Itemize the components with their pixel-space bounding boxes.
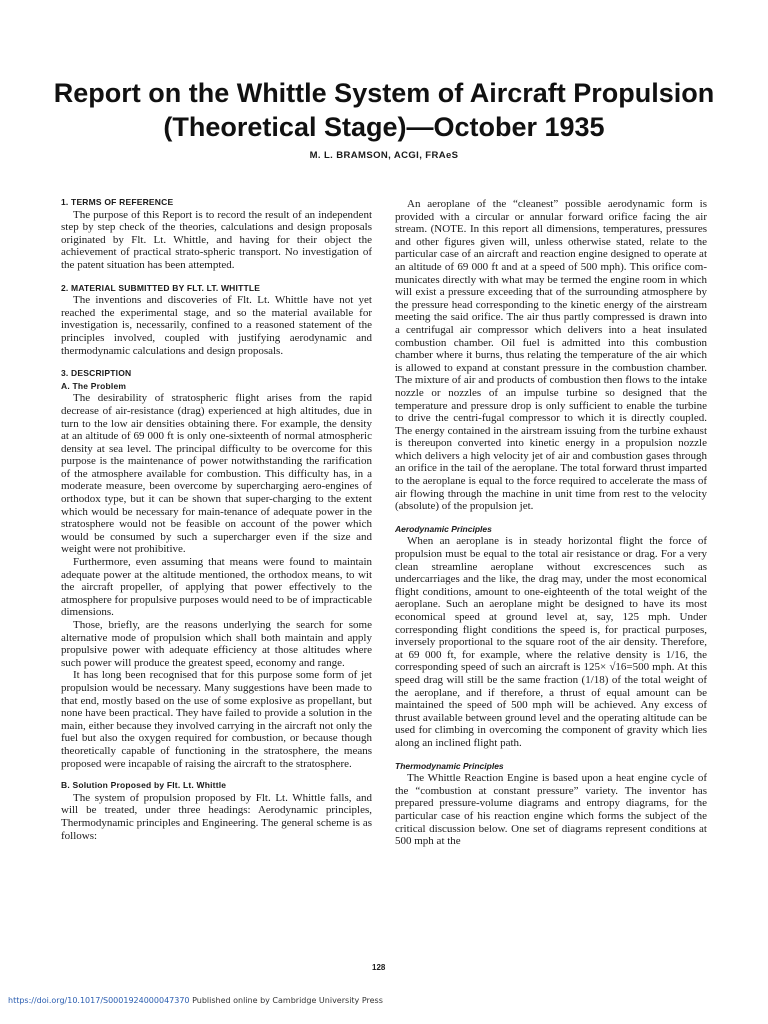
section-heading-description: 3. DESCRIPTION — [61, 368, 132, 379]
left-column — [61, 196, 372, 964]
section-heading-terms: 1. TERMS OF REFERENCE — [61, 197, 174, 207]
paragraph: The Whittle Reaction Engine is based upon a heat engine cycle of the “combustion at constant pressure” variety. The inventor has prepared pressure-volume diagrams and entropy diagrams, for the particular case of his reaction engine which forms the subject of the critical discussion below. One set of diagrams represent conditions at 500 mph at the — [395, 772, 707, 848]
paragraph: The desirability of stratospheric flight arises from the rapid decrease of air-resistance (drag) experienced at high altitudes, due in turn to the low air densities obtaining there. For example, the density at an altitude of 69 000 ft is only one-sixteenth of normal atmospheric density at sea level. The principal difficulty to be overcome for this purpose is the maintenance of power notwithstanding the rarification of the atmosphere available for combustion. This difficulty has, in a moderate measure, been overcome by supercharging aero-engines of orthodox type, but it can be shown that super-charging to the extent which would be necessary for main-tenance of adequate power in the stratosphere would not be feasible on account of the power which would be consumed by such a supercharger even if the size and weight were not prohibitive. — [61, 392, 372, 556]
paragraph: The inventions and discoveries of Flt. Lt. Whittle have not yet reached the experimental stage, and so the material available for investigation is, necessarily, confined to a reasoned statement of the principles involved, coupled with justifying aerodynamic and thermodynamic calculations and design proposals. — [61, 294, 372, 357]
article-title: Report on the Whittle System of Aircraft Propulsion (Theoretical Stage)—October 1935 — [53, 78, 715, 142]
paragraph: Furthermore, even assuming that means were found to maintain adequate power at the altitude mentioned, the orthodox means, to wit the aircraft propeller, of applying that power effectively to the atmosphere for propulsive purposes would need to be of impracticable dimensions. — [61, 556, 372, 619]
publisher-note: Published online by Cambridge University Press — [189, 996, 383, 1005]
subsection-heading-thermodynamic: Thermodynamic Principles — [395, 760, 504, 771]
paragraph: The system of propulsion proposed by Flt. Lt. Whittle falls, and will be treated, under three headings: Aerodynamic principles, Thermodynamic principles and Engineering. The general scheme is as follows: — [61, 791, 372, 842]
paragraph: Those, briefly, are the reasons underlying the search for some alternative mode of propulsion which shall both maintain and apply propulsive power with adequate efficiency at those altitudes where such power will produce the greatest speed, economy and range. — [61, 619, 372, 669]
page-number: 128 — [372, 963, 386, 972]
paragraph: When an aeroplane is in steady horizontal flight the force of propulsion must be equal to the total air resistance or drag. For a very clean streamline aeroplane without excrescences such as undercarriages and the like, the drag may, under the most economical flight conditions, amount to one-eighteenth of the total weight of the aeroplane. Such an aeroplane might be designed to have its most economical speed at ground level at, say, 125 mph. Under corresponding flight conditions the speed is, for practical purposes, inversely proportional to the square root of the air density. Therefore, at 69 000 ft, for example, where the relative density is 1/16, the corresponding speed of such an aircraft is 125× √16=500 mph. At this speed drag will still be the same fraction (1/18) of the total weight of the aeroplane, and if therefore, a thrust of equal amount can be maintained the speed of 500 mph will be achieved. Any excess of thrust available between ground level and the operating altitude can be used for climbing in overcoming the component of gravity which lies along an inclined flight path. — [395, 535, 707, 749]
doi-link[interactable]: https://doi.org/10.1017/S0001924000047370 — [8, 996, 190, 1005]
subsection-heading-solution: B. Solution Proposed by Flt. Lt. Whittle — [61, 780, 227, 791]
subsection-heading-problem: A. The Problem — [61, 380, 127, 391]
footer-citation — [8, 996, 383, 1005]
paragraph: An aeroplane of the “cleanest” possible aerodynamic form is provided with a circular or annular forward orifice facing the air stream. (NOTE. In this report all dimensions, temperatures, pressures and other figures given will, unless otherwise stated, relate to the particular case of an aircraft and reaction engine designed to operate at an altitude of 69 000 ft and at a speed of 500 mph). This orifice com-municates directly with what may be termed the engine room in which will exist a pressure exceeding that of the surrounding atmosphere by the pressure head corresponding to the kinetic energy of the airstream meeting the said orifice. The air thus partly compressed is drawn into a centrifugal air compressor which delivers into a heat insulated combustion chamber. Oil fuel is admitted into this combustion chamber where it burns, thus relating the temperature of the air which is allowed to expand at constant pressure in the combustion chamber. The mixture of air and products of combustion then flows to the intake nozzle or nozzles of an impulse turbine so designed that the temperature and pressure drop is only sufficient to enable the turbine to drive the centri-fugal compressor to which it is directly coupled. The energy contained in the airstream issuing from the turbine exhaust is thereupon converted into kinetic energy in a propulsion nozzle which delivers a high velocity jet of air and combustion gases through an orifice in the tail of the aeroplane. The total forward thrust imparted to the aeroplane is equal to the force required to accelerate the mass of air flowing through the machine in unit time from rest to the velocity (absolute) of the propulsion jet. — [395, 198, 707, 513]
subsection-heading-aerodynamic: Aerodynamic Principles — [395, 523, 492, 534]
paragraph: The purpose of this Report is to record the result of an independent step by step check of the theories, calculations and design proposals originated by Flt. Lt. Whittle, and having for their object the achievement of practical strato-spheric transport. No investigation of the patent situation has been attempted. — [61, 208, 372, 271]
section-heading-material: 2. MATERIAL SUBMITTED BY FLT. LT. WHITTLE — [61, 282, 261, 293]
paragraph: It has long been recognised that for this purpose some form of jet propulsion would be necessary. Many suggestions have been made to that end, mostly based on the use of some explosive as propellant, but none have been practical. They have failed to provide a solution in the main, either because they involved carrying in the aircraft not only the fuel but also the oxygen required for combustion, or because though theoretically capable of functioning in the stratosphere, the means proposed were incapable of raising the aircraft to the stratosphere. — [61, 669, 372, 770]
author-line: M. L. BRAMSON, ACGI, FRAeS — [309, 150, 459, 161]
right-column — [395, 198, 707, 966]
